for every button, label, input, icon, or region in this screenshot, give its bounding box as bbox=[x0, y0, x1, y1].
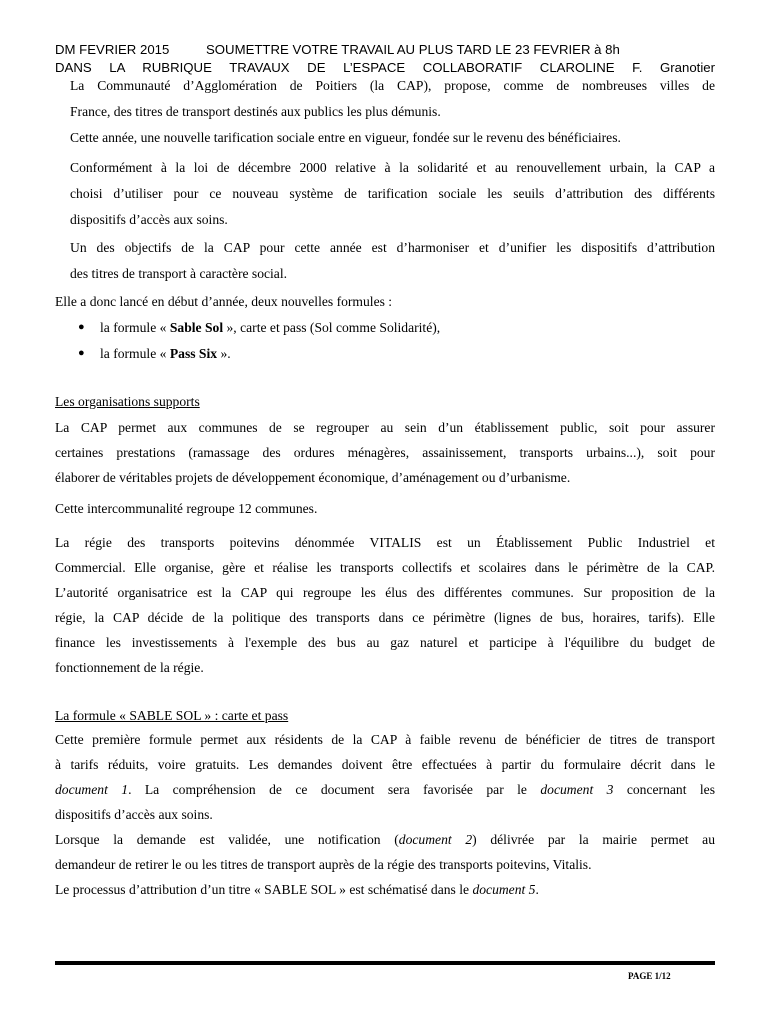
orgs-p1-line3: élaborer de véritables projets de développement économique, d’aménagement ou d’urbanisme. bbox=[55, 470, 571, 485]
sable-line1: Cette première formule permet aux résidents de la CAP à faible revenu de bénéficier de titres de transport bbox=[55, 732, 715, 747]
sable-line3: document 1. La compréhension de ce document sera favorisée par le document 3 concernant les bbox=[55, 782, 715, 797]
sable-line5: Lorsque la demande est validée, une notification (document 2) délivrée par la mairie permet au bbox=[55, 832, 716, 847]
bullet-dot: ● bbox=[78, 347, 85, 359]
sable-line6: demandeur de retirer le ou les titres de transport auprès de la régie des transports poitevins, Vitalis. bbox=[55, 857, 592, 872]
intro-p1-line1: La Communauté d’Agglomération de Poitiers (la CAP), propose, comme de nombreuses villes de bbox=[70, 78, 715, 93]
orgs-p1-line1: La CAP permet aux communes de se regrouper au sein d’un établissement public, soit pour assurer bbox=[55, 420, 715, 435]
section-heading-organisations: Les organisations supports bbox=[55, 394, 200, 409]
section-heading-sable-sol: La formule « SABLE SOL » : carte et pass bbox=[55, 708, 289, 723]
orgs-p1-line2: certaines prestations (ramassage des ordures ménagères, assainissement, transports urbains...), soit pour bbox=[55, 445, 715, 460]
intro-p2: Cette année, une nouvelle tarification sociale entre en vigueur, fondée sur le revenu des bénéficiaires. bbox=[70, 130, 621, 145]
formule-pass-six: la formule « Pass Six ». bbox=[100, 346, 231, 361]
intro-p3-line2: choisi d’utiliser pour ce nouveau système de tarification sociale les seuils d’attribution des différents bbox=[70, 186, 715, 201]
intro-p4-line2: des titres de transport à caractère social. bbox=[70, 266, 288, 281]
sable-line2: à tarifs réduits, voire gratuits. Les demandes doivent être effectuées à partir du formulaire décrit dans le bbox=[55, 757, 715, 772]
page-number: PAGE 1/12 bbox=[628, 971, 671, 981]
orgs-p2: Cette intercommunalité regroupe 12 communes. bbox=[55, 501, 318, 516]
intro-p3-line1: Conformément à la loi de décembre 2000 relative à la solidarité et au renouvellement urbain, la CAP a bbox=[70, 160, 715, 175]
bullet-dot: ● bbox=[78, 321, 85, 333]
orgs-p3-line6: fonctionnement de la régie. bbox=[55, 660, 204, 675]
orgs-p3-line3: L’autorité organisatrice est la CAP qui regroupe les élus des différentes communes. Sur proposition de la bbox=[55, 585, 715, 600]
orgs-p3-line5: finance les investissements à l'exemple des bus au gaz naturel et participe à l'équilibre du budget de bbox=[55, 635, 715, 650]
header-deadline: SOUMETTRE VOTRE TRAVAIL AU PLUS TARD LE 23 FEVRIER à 8h bbox=[206, 42, 620, 57]
intro-p1-line2: France, des titres de transport destinés aux publics les plus démunis. bbox=[70, 104, 441, 119]
sable-line4: dispositifs d’accès aux soins. bbox=[55, 807, 213, 822]
sable-line7: Le processus d’attribution d’un titre « SABLE SOL » est schématisé dans le document 5. bbox=[55, 882, 539, 897]
formules-intro: Elle a donc lancé en début d’année, deux nouvelles formules : bbox=[55, 294, 393, 309]
header-date: DM FEVRIER 2015 bbox=[55, 42, 170, 57]
header-instructions: DANS LA RUBRIQUE TRAVAUX DE L’ESPACE COLLABORATIF CLAROLINE F. Granotier bbox=[55, 60, 715, 75]
orgs-p3-line2: Commercial. Elle organise, gère et réalise les transports collectifs et scolaires dans le périmètre de la CAP. bbox=[55, 560, 715, 575]
formule-sable-sol: la formule « Sable Sol », carte et pass (Sol comme Solidarité), bbox=[100, 320, 441, 335]
orgs-p3-line1: La régie des transports poitevins dénommée VITALIS est un Établissement Public Industriel et bbox=[55, 535, 715, 550]
orgs-p3-line4: régie, la CAP décide de la politique des transports dans ce périmètre (lignes de bus, horaires, tarifs). Elle bbox=[55, 610, 715, 625]
intro-p4-line1: Un des objectifs de la CAP pour cette année est d’harmoniser et d’unifier les dispositifs d’attribution bbox=[70, 240, 715, 255]
footer-rule bbox=[55, 961, 715, 965]
intro-p3-line3: dispositifs d’accès aux soins. bbox=[70, 212, 228, 227]
